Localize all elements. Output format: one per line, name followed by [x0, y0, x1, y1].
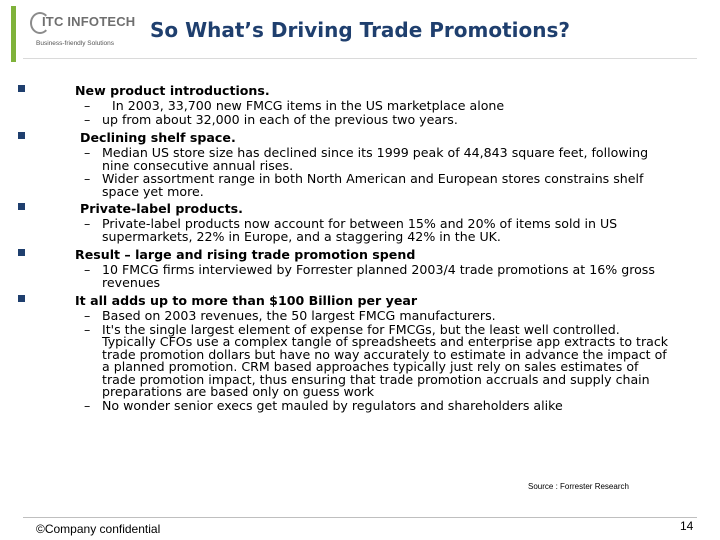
title-divider — [23, 58, 697, 59]
bullet-heading: Declining shelf space. — [80, 130, 236, 145]
bullet-heading: Private-label products. — [80, 201, 243, 216]
square-bullet-icon — [18, 203, 25, 210]
sub-item-text: Median US store size has declined since its 1999 peak of 44,843 square feet, following nine consecutive annual rises. — [102, 145, 649, 173]
square-bullet-icon — [18, 132, 25, 139]
sub-item — [52, 147, 672, 172]
sub-item — [52, 111, 672, 127]
square-bullet-icon — [18, 85, 25, 92]
sub-item — [52, 397, 672, 413]
sub-item — [52, 264, 672, 289]
dash-icon: – — [84, 397, 91, 413]
sub-item — [52, 310, 672, 323]
bullet-list — [52, 83, 672, 413]
dash-icon: – — [84, 145, 91, 160]
square-bullet-icon — [18, 249, 25, 256]
bullet-heading: Result – large and rising trade promotion spend — [75, 247, 416, 262]
source-note: Source : Forrester Research — [528, 482, 629, 491]
sub-item-text: No wonder senior execs get mauled by regulators and shareholders alike — [102, 397, 563, 413]
sub-list — [52, 147, 672, 198]
sub-item-text: Private-label products now account for between 15% and 20% of items sold in US supermarkets, 22% in Europe, and a staggering 42% in the UK. — [102, 216, 618, 244]
bullet-item — [52, 83, 672, 126]
bullet-item — [52, 201, 672, 243]
bullet-heading: It all adds up to more than $100 Billion per year — [75, 293, 418, 308]
sub-list — [52, 264, 672, 289]
slide-title: So What’s Driving Trade Promotions? — [149, 18, 571, 42]
sub-list — [52, 310, 672, 412]
sub-item-text: Based on 2003 revenues, the 50 largest FMCG manufacturers. — [102, 308, 496, 323]
sub-item-text: It's the single largest element of expense for FMCGs, but the least well controlled. Typically CFOs use a complex tangle of spreadsheets and enterprise app extracts to track trade promotion dollars but have no way accurately to estimate in advance the impact of a planned promotion. CRM based approaches typically just rely on sales estimates of trade promotion impact, thus ensuring that trade promotion accruals and supply chain preparations are based only on guess work — [102, 321, 669, 399]
sub-item-text: Wider assortment range in both North American and European stores constrains shelf space yet more. — [102, 171, 644, 199]
dash-icon: – — [84, 98, 91, 113]
logo-tagline: Business-friendly Solutions — [36, 40, 115, 47]
bullet-item — [52, 293, 672, 412]
sub-item — [52, 218, 672, 243]
dash-icon: – — [84, 216, 91, 231]
confidential-label: ©Company confidential — [36, 522, 161, 536]
page-number: 14 — [680, 519, 694, 533]
sub-list — [52, 218, 672, 243]
bullet-heading: New product introductions. — [75, 83, 270, 98]
sub-item-text: In 2003, 33,700 new FMCG items in the US marketplace alone — [112, 98, 505, 113]
dash-icon: – — [84, 171, 91, 186]
sub-item — [52, 173, 672, 198]
dash-icon: – — [84, 111, 91, 127]
logo-brand: ITC INFOTECH — [42, 14, 136, 29]
dash-icon: – — [84, 321, 91, 337]
bullet-item — [52, 247, 672, 289]
square-bullet-icon — [18, 295, 25, 302]
sub-item-text: 10 FMCG firms interviewed by Forrester planned 2003/4 trade promotions at 16% gross revenues — [102, 262, 655, 290]
bullet-item — [52, 130, 672, 198]
footer-divider — [23, 517, 697, 518]
dash-icon: – — [84, 262, 91, 277]
sub-item — [52, 100, 672, 113]
sub-list — [52, 100, 672, 126]
dash-icon: – — [84, 308, 91, 323]
sub-item — [52, 321, 672, 399]
sub-item-text: up from about 32,000 in each of the previous two years. — [102, 111, 458, 127]
